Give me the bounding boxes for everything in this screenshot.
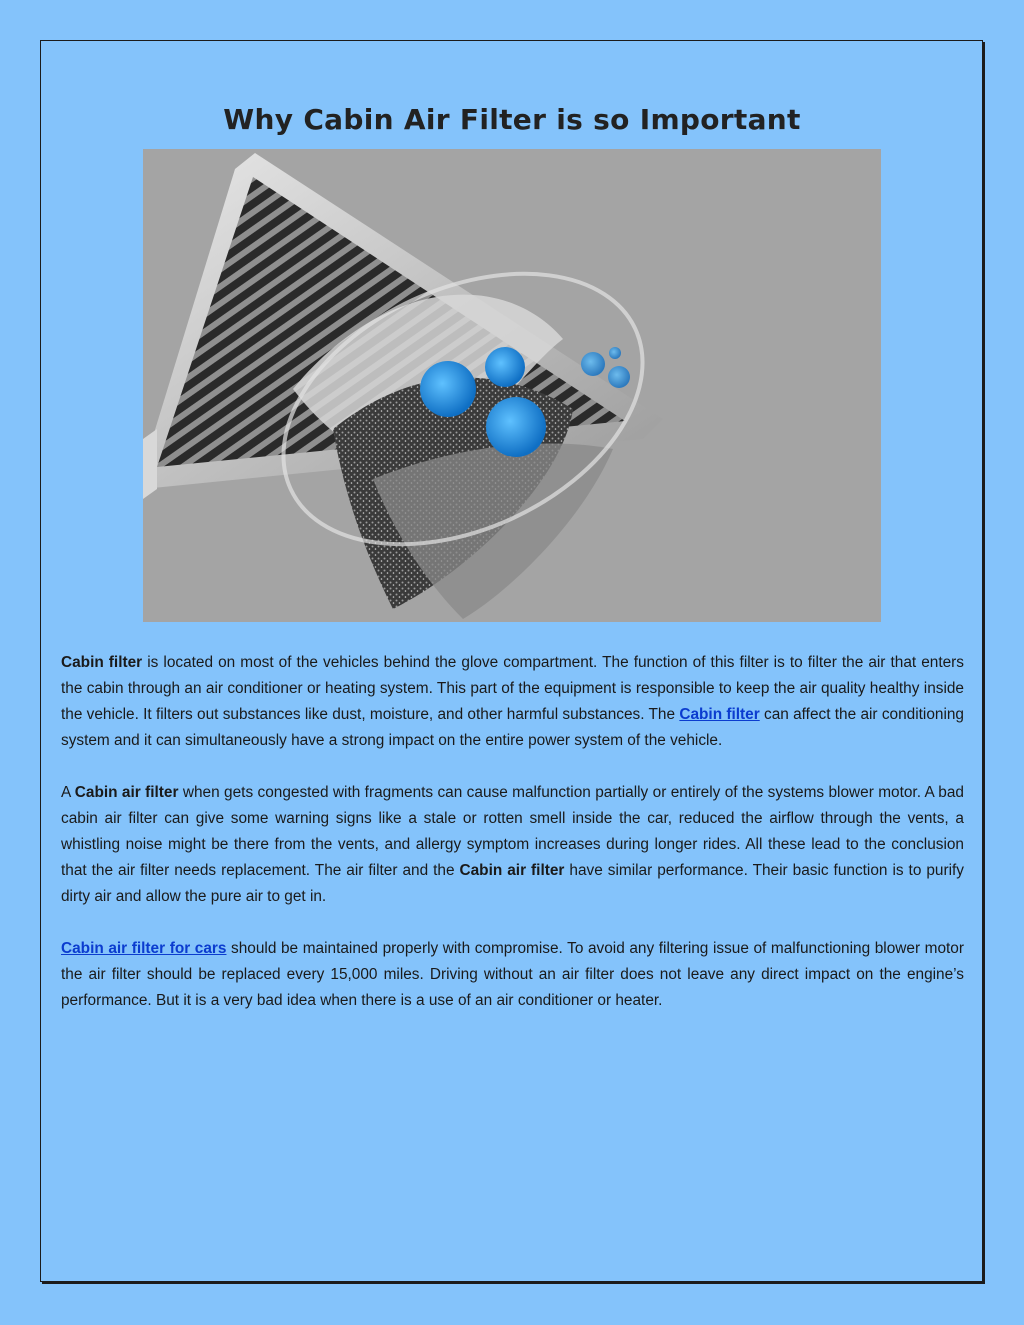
page-title: Why Cabin Air Filter is so Important xyxy=(223,102,801,136)
text-run: have similar performance. Their basic function is to purify dirty air and allow the pure air to get in. xyxy=(61,862,964,905)
bold-term: Cabin air filter xyxy=(459,862,565,879)
cabin-filter-illustration xyxy=(143,149,881,622)
text-run: can affect the air conditioning system and it can simultaneously have a strong impact on the entire power system of the vehicle. xyxy=(61,706,964,749)
text-run: when gets congested with fragments can cause malfunction partially or entirely of the systems blower motor. A bad cabin air filter can give some warning signs like a stale or rotten smell inside the car, reduced the airflow through the vents, a whistling noise might be there from the vents, and allergy symptom increases during longer rides. All these lead to the conclusion that the air filter needs replacement. The air filter and the xyxy=(61,784,964,879)
bold-term: Cabin filter xyxy=(61,654,143,671)
paragraph-2 xyxy=(61,780,964,910)
bold-term: Cabin air filter xyxy=(74,784,179,801)
paragraph-1 xyxy=(61,650,964,754)
article-body xyxy=(61,650,964,1040)
text-run: A xyxy=(61,784,75,801)
cabin-filter-link[interactable]: Cabin filter xyxy=(679,706,760,723)
cabin-air-filter-for-cars-link[interactable]: Cabin air filter for cars xyxy=(61,940,227,957)
paragraph-3 xyxy=(61,936,964,1014)
text-run: should be maintained properly with compromise. To avoid any filtering issue of malfunctioning blower motor the air filter should be replaced every 15,000 miles. Driving without an air filter does not leave any direct impact on the engine’s performance. But it is a very bad idea when there is a use of an air conditioner or heater. xyxy=(61,940,964,1009)
hero-image-cabin-filter xyxy=(143,149,881,622)
text-run: is located on most of the vehicles behind the glove compartment. The function of this filter is to filter the air that enters the cabin through an air conditioner or heating system. This part of the equipment is responsible to keep the air quality healthy inside the vehicle. It filters out substances like dust, moisture, and other harmful substances. The xyxy=(61,654,964,723)
